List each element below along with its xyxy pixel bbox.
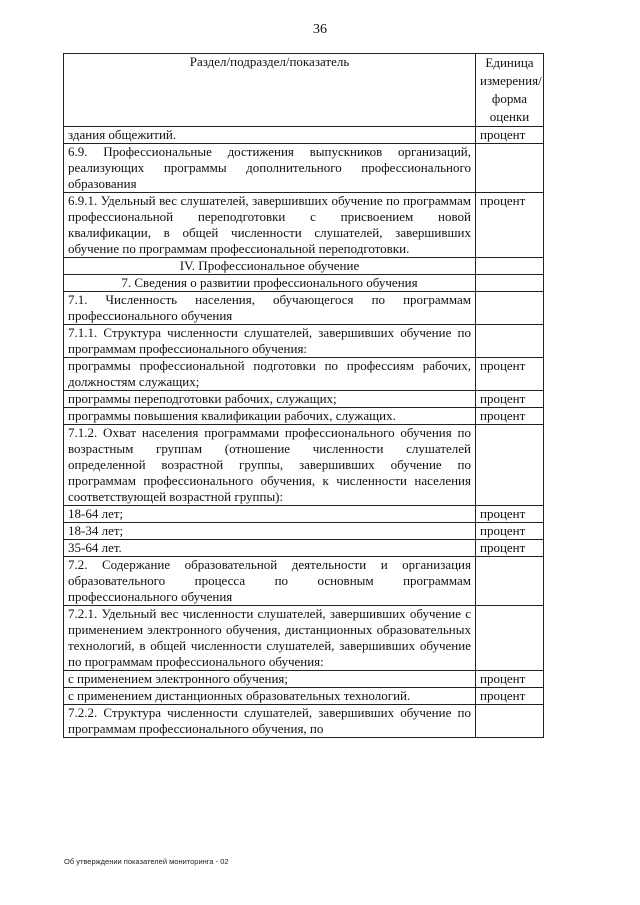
indicator-cell: 7.1.1. Структура численности слушателей, завершивших обучение по программам профессионального обучения: [64,325,476,358]
table-row [64,127,544,144]
indicator-cell: 7.1.2. Охват населения программами профессионального обучения по возрастным группам (отношение численности слушателей определенной возрастной группы, завершивших обучение по программам профессионального обучения, к численности населения соответствующей возрастной группы): [64,425,476,506]
page-number: 36 [313,22,327,37]
indicator-cell: с применением дистанционных образовательных технологий. [64,688,476,705]
unit-cell: процент [476,358,544,391]
unit-cell: процент [476,688,544,705]
unit-cell: процент [476,540,544,557]
indicator-cell: 35-64 лет. [64,540,476,557]
table-row [64,292,544,325]
table-row [64,540,544,557]
indicator-cell: здания общежитий. [64,127,476,144]
indicator-cell: 18-64 лет; [64,506,476,523]
unit-cell [476,292,544,325]
table-body [64,127,544,738]
section-heading-cell: 7. Сведения о развитии профессионального обучения [64,275,476,292]
table-row [64,275,544,292]
table-row [64,193,544,258]
unit-cell: процент [476,506,544,523]
unit-cell [476,275,544,292]
table-row [64,671,544,688]
table-row [64,144,544,193]
indicator-cell: 7.1. Численность населения, обучающегося по программам профессионального обучения [64,292,476,325]
unit-cell [476,705,544,738]
unit-cell: процент [476,408,544,425]
indicator-cell: программы профессиональной подготовки по профессиям рабочих, должностям служащих; [64,358,476,391]
unit-cell [476,258,544,275]
section-heading-cell: IV. Профессиональное обучение [64,258,476,275]
indicator-cell: программы переподготовки рабочих, служащих; [64,391,476,408]
table-row [64,425,544,506]
indicators-table [63,53,544,738]
header-unit-column: Единица измерения/ форма оценки [476,54,544,127]
unit-cell [476,144,544,193]
unit-cell: процент [476,193,544,258]
table-header-row [64,54,544,127]
table-row [64,325,544,358]
unit-cell: процент [476,391,544,408]
unit-cell [476,557,544,606]
table-row [64,705,544,738]
unit-cell: процент [476,671,544,688]
table-row [64,391,544,408]
table-row [64,688,544,705]
unit-cell: процент [476,523,544,540]
indicator-cell: 6.9.1. Удельный вес слушателей, завершивших обучение по программам профессиональной переподготовки с присвоением новой квалификации, в общей численности слушателей, завершивших обучение по программам профессиональной переподготовки. [64,193,476,258]
header-section-column: Раздел/подраздел/показатель [64,54,476,127]
indicator-cell: 7.2.2. Структура численности слушателей, завершивших обучение по программам профессионального обучения, по [64,705,476,738]
unit-cell [476,425,544,506]
indicator-cell: программы повышения квалификации рабочих, служащих. [64,408,476,425]
indicator-cell: 6.9. Профессиональные достижения выпускников организаций, реализующих программы дополнительного профессионального образования [64,144,476,193]
indicator-cell: с применением электронного обучения; [64,671,476,688]
footer-note: Об утверждении показателей мониторинга - 02 [64,857,229,866]
table-row [64,258,544,275]
table-row [64,506,544,523]
indicator-cell: 7.2.1. Удельный вес численности слушателей, завершивших обучение с применением электронного обучения, дистанционных образовательных технологий, в общей численности слушателей, завершивших обучение по программам профессионального обучения: [64,606,476,671]
table-row [64,606,544,671]
unit-cell: процент [476,127,544,144]
unit-cell [476,325,544,358]
table-row [64,358,544,391]
table-row [64,523,544,540]
indicator-cell: 18-34 лет; [64,523,476,540]
table-row [64,408,544,425]
table-row [64,557,544,606]
unit-cell [476,606,544,671]
indicator-cell: 7.2. Содержание образовательной деятельности и организация образовательного процесса по основным программам профессионального обучения [64,557,476,606]
